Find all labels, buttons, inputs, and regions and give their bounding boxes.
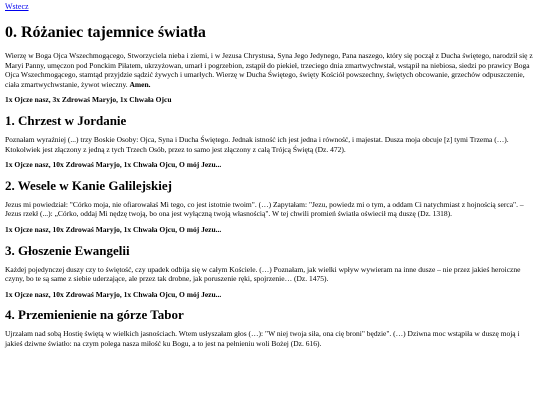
section-heading: 2. Wesele w Kanie Galilejskiej <box>5 177 172 193</box>
section-heading: 1. Chrzest w Jordanie <box>5 112 127 128</box>
intro-prayer-count: 1x Ojcze nasz, 3x Zdrowaś Maryjo, 1x Chwała Ojcu <box>5 95 172 105</box>
section-heading: 4. Przemienienie na górze Tabor <box>5 307 184 323</box>
section-prayer-count: 1x Ojcze nasz, 10x Zdrowaś Maryjo, 1x Chwała Ojcu, O mój Jezu... <box>5 289 222 299</box>
back-link[interactable]: Wstecz <box>5 2 29 11</box>
section-text: Jezus mi powiedział: "Córko moja, nie ofiarowałaś Mi tego, co jest istotnie twoim". (…) Zapytałam: "Jezu, powiedz mi o tym, a oddam Ci natychmiast z hojnością serca". – Jezus rzekł (...): „Córko, oddaj Mi nędzę twoją, bo ona jest wyłączną twoją własnością". W tej chwili promień światła oświecił mą duszę (Dz. 1318). <box>5 199 524 219</box>
section-prayer-count: 1x Ojcze nasz, 10x Zdrowaś Maryjo, 1x Chwała Ojcu, O mój Jezu... <box>5 160 222 170</box>
section-prayer-count: 1x Ojcze nasz, 10x Zdrowaś Maryjo, 1x Chwała Ojcu, O mój Jezu... <box>5 224 222 234</box>
amen-text: Amen. <box>129 79 151 89</box>
section-text: Ujrzałam nad sobą Hostię świętą w wielkich jasnościach. Wtem usłyszałam głos (…): "W niej twoja siła, ona cię broni" będzie". (…) Dziwna moc wstąpiła w duszę moją i jakieś dziwne światło: na czym polega nasza miłość ku Bogu, a to jest na pełnieniu woli Bożej (Dz. 616). <box>5 329 520 348</box>
page-title: 0. Różaniec tajemnice światła <box>5 24 206 41</box>
section-text: Poznałam wyraźniej (...) trzy Boskie Osoby: Ojca, Syna i Ducha Świętego. Jednak istność ich jest jedna i równość, i majestat. Dusza moja obcuje [z] tymi Trzema (…). Ktokolwiek jest złączony z jedną z tych Trzech Osób, przez to samo jest złączony z całą Trójcą Świętą (Dz. 472). <box>5 134 509 154</box>
creed-text: Wierzę w Boga Ojca Wszechmogącego, Stworzyciela nieba i ziemi, i w Jezusa Chrystusa, Syna Jego Jedynego, Pana naszego, który się począł z Ducha świętego, narodził się z Maryi Panny, umęczon pod Ponckim Piłatem, ukrzyżowan, umarł i pogrzebion, zstąpił do piekieł, trzeciego dnia zmartwychwstał, wstąpił na niebiosa, siedzi po prawicy Boga Ojca Wszechmogącego, stamtąd przyjdzie sądzić żywych i umarłych. Wierzę w Ducha Świętego, święty Kościół powszechny, świętych obcowanie, grzechów odpuszczenie, ciała zmartwychwstanie, żywot wieczny. <box>5 51 533 89</box>
section-heading: 3. Głoszenie Ewangelii <box>5 242 130 258</box>
section-text: Każdej pojedynczej duszy czy to świętość, czy upadek odbija się w całym Kościele. (…) Poznałam, jak wielki wpływ wywieram na inne dusze – nie przez jakieś heroiczne czyny, bo te są same z siebie uderzające, ale przez tak drobne, jak poruszenie ręki, spojrzenie… (Dz. 1475). <box>5 264 521 284</box>
creed-paragraph <box>5 51 535 89</box>
